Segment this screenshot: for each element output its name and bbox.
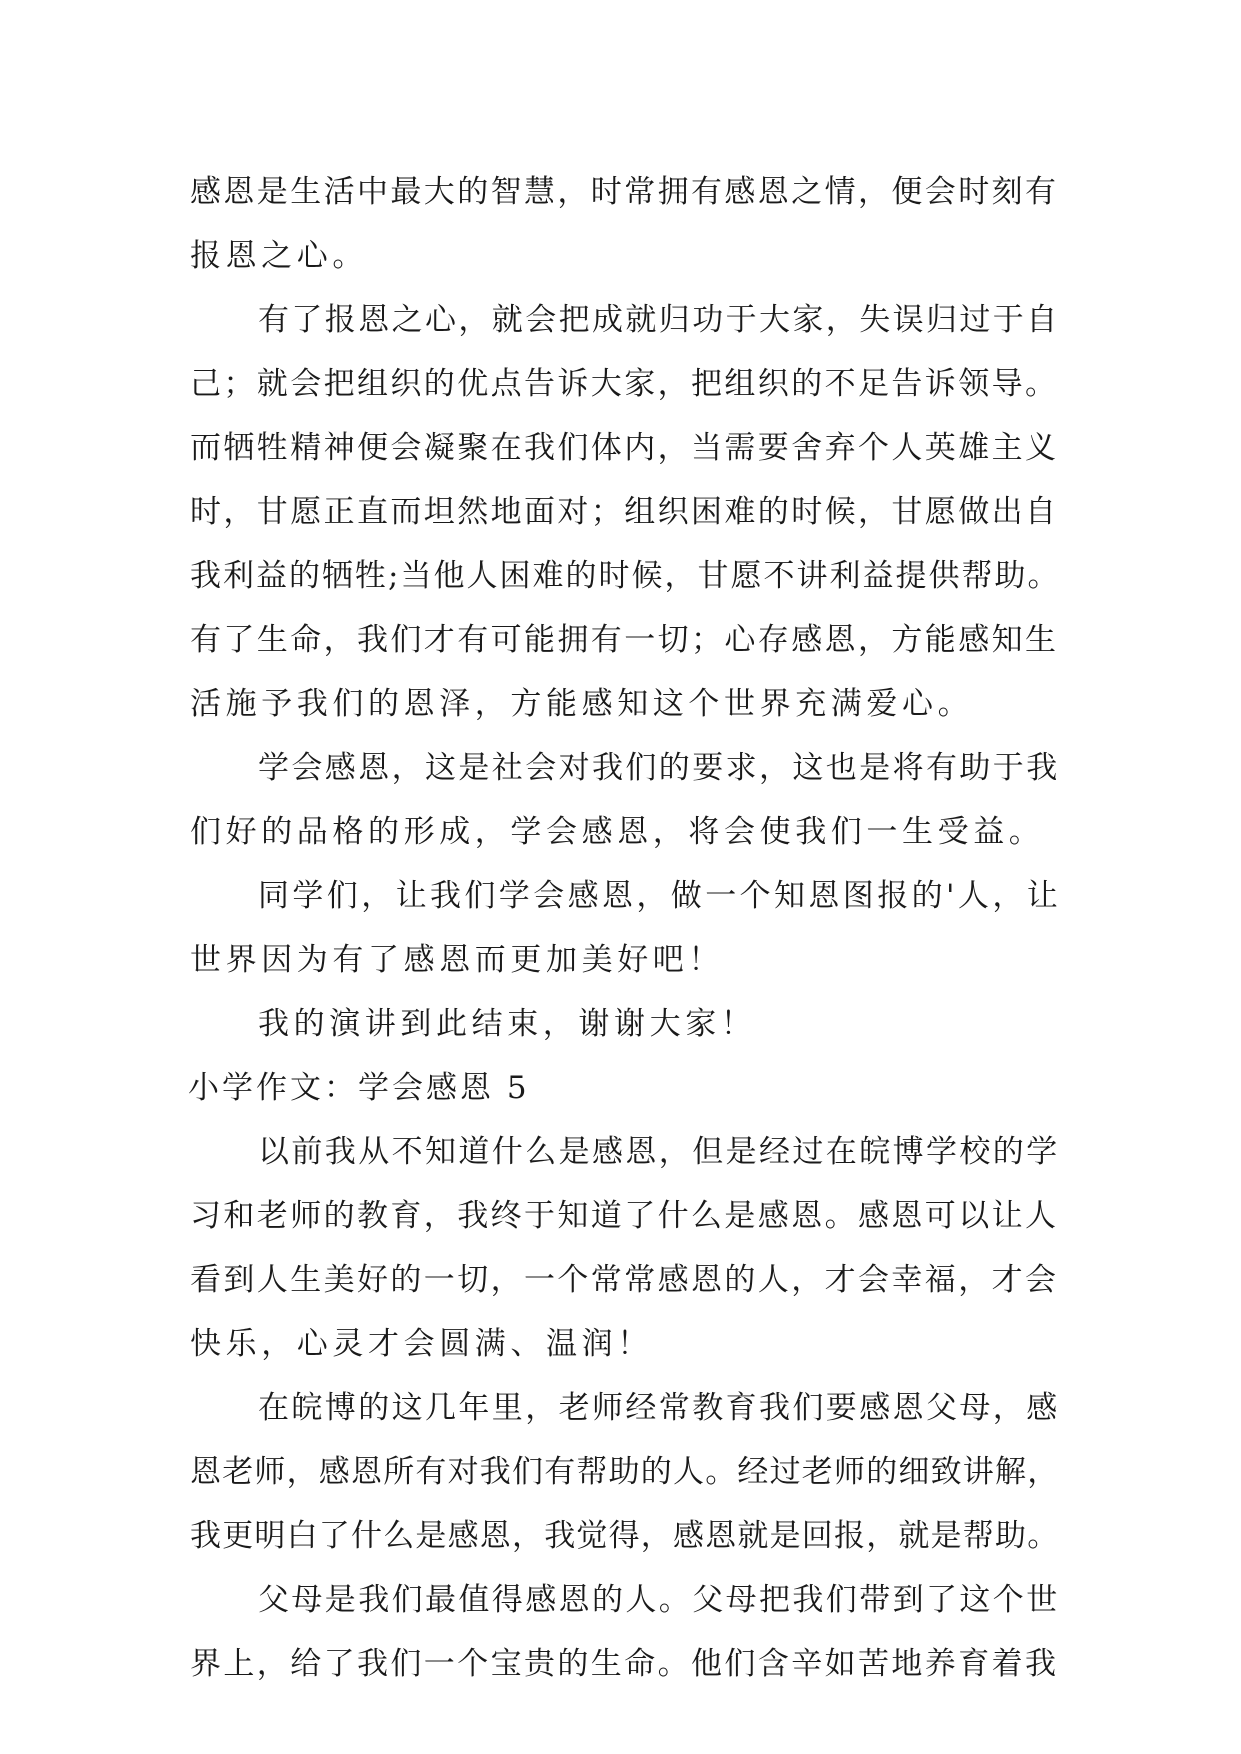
text-line: 们好的品格的形成，学会感恩，将会使我们一生受益。	[190, 814, 1045, 850]
text-line: 以前我从不知道什么是感恩，但是经过在皖博学校的学	[258, 1134, 1060, 1170]
text-line: 我的演讲到此结束，谢谢大家！	[258, 1006, 757, 1042]
text-line: 看到人生美好的一切，一个常常感恩的人，才会幸福，才会	[190, 1262, 1059, 1298]
text-line: 感恩是生活中最大的智慧，时常拥有感恩之情，便会时刻有	[190, 174, 1059, 210]
text-line: 快乐，心灵才会圆满、温润！	[190, 1326, 653, 1362]
text-line: 习和老师的教育，我终于知道了什么是感恩。感恩可以让人	[190, 1198, 1059, 1234]
text-line: 我更明白了什么是感恩，我觉得，感恩就是回报，就是帮助。	[190, 1518, 1060, 1554]
text-line: 在皖博的这几年里，老师经常教育我们要感恩父母，感	[258, 1390, 1060, 1426]
text-line: 我利益的牺牲;当他人困难的时候，甘愿不讲利益提供帮助。	[190, 558, 1061, 594]
text-line: 父母是我们最值得感恩的人。父母把我们带到了这个世	[258, 1582, 1060, 1618]
text-line: 报恩之心。	[190, 238, 368, 274]
text-line: 学会感恩，这是社会对我们的要求，这也是将有助于我	[258, 750, 1060, 786]
text-line: 有了报恩之心，就会把成就归功于大家，失误归过于自	[258, 302, 1060, 338]
text-line: 己；就会把组织的优点告诉大家，把组织的不足告诉领导。	[190, 366, 1059, 402]
text-line: 活施予我们的恩泽，方能感知这个世界充满爱心。	[190, 686, 974, 722]
text-line: 恩老师，感恩所有对我们有帮助的人。经过老师的细致讲解，	[190, 1454, 1060, 1490]
text-line: 而牺牲精神便会凝聚在我们体内，当需要舍弃个人英雄主义	[190, 430, 1059, 466]
text-line: 时，甘愿正直而坦然地面对；组织困难的时候，甘愿做出自	[190, 494, 1059, 530]
section-heading: 小学作文：学会感恩 5	[188, 1070, 530, 1106]
text-line: 同学们，让我们学会感恩，做一个知恩图报的'人，让	[258, 878, 1062, 914]
text-line: 有了生命，我们才有可能拥有一切；心存感恩，方能感知生	[190, 622, 1059, 658]
text-line: 界上，给了我们一个宝贵的生命。他们含辛如苦地养育着我	[190, 1646, 1059, 1682]
document-body	[190, 160, 1060, 1696]
text-line: 世界因为有了感恩而更加美好吧！	[190, 942, 724, 978]
